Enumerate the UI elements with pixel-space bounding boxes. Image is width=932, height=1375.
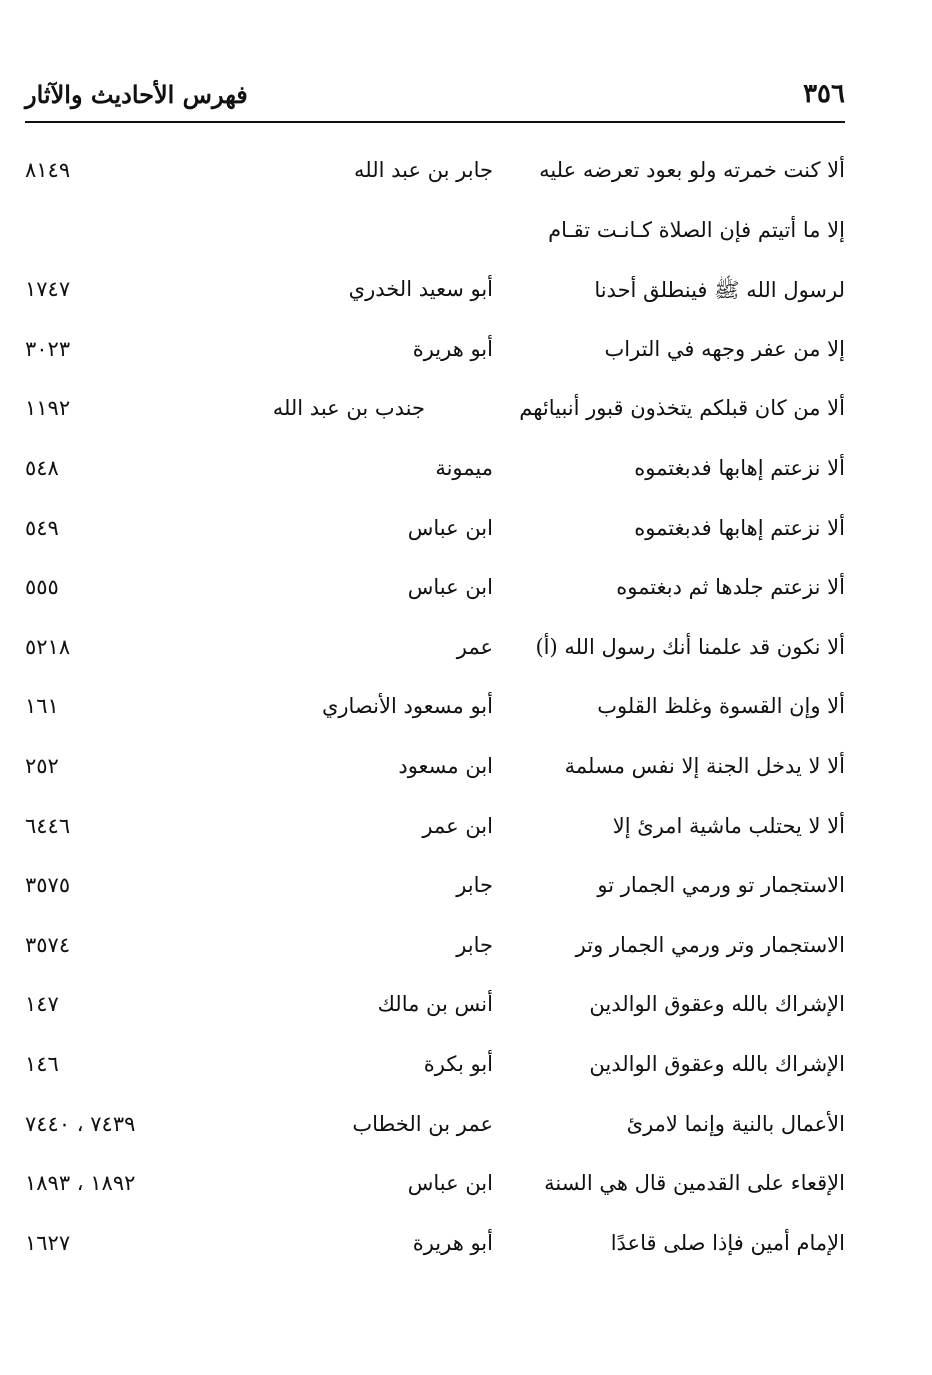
hadith-text: ألا وإن القسوة وغلظ القلوب [597, 694, 845, 719]
narrator-name: أنس بن مالك [377, 992, 493, 1017]
narrator-name: ابن مسعود [398, 753, 493, 778]
index-entry [25, 627, 845, 687]
reference-text: ٥٢١٨ [25, 634, 71, 659]
index-entry [25, 329, 845, 389]
hadith-text: إلا ما أتيتم فإن الصلاة كـانـت تقـام [548, 217, 845, 242]
reference-text: ٧٤٣٩ ، ٧٤٤٠ [25, 1111, 136, 1136]
hadith-text: الإمام أمين فإذا صلى قاعدًا [610, 1230, 845, 1255]
reference-numbers [25, 635, 257, 659]
index-entry [25, 508, 845, 568]
index-entry [25, 1163, 845, 1223]
reference-numbers [25, 1112, 257, 1136]
page-header [25, 70, 845, 118]
narrator-name: أبو بكرة [423, 1051, 493, 1076]
hadith-text: الاستجمار تو ورمي الجمار تو [597, 873, 845, 898]
narrator-name: أبو هريرة [412, 1230, 493, 1255]
index-entry [25, 388, 845, 448]
index-entry [25, 1104, 845, 1164]
index-entry [25, 1044, 845, 1104]
hadith-text: ألا نزعتم إهابها فدبغتموه [634, 515, 845, 540]
reference-text: ٣٥٧٥ [25, 873, 71, 898]
hadith-text: ألا نكون قد علمنا أنك رسول الله (أ) [535, 634, 845, 659]
page-number: ٣٥٦ [803, 79, 845, 109]
reference-text: ٦٤٤٦ [25, 813, 71, 838]
reference-numbers [25, 1231, 257, 1255]
index-entry [25, 269, 845, 329]
hadith-text: ألا من كان قبلكم يتخذون قبور أنبيائهم [519, 396, 845, 421]
narrator-name: أبو هريرة [412, 336, 493, 361]
reference-numbers [25, 575, 257, 599]
hadith-text: الإشراك بالله وعقوق الوالدين [589, 992, 845, 1017]
index-entry [25, 865, 845, 925]
reference-text: ١٨٩٢ ، ١٨٩٣ [25, 1171, 136, 1196]
reference-numbers [25, 1052, 257, 1076]
running-title: فهرس الأحاديث والآثار [25, 79, 248, 109]
index-entry [25, 746, 845, 806]
reference-numbers [25, 396, 257, 420]
hadith-text: الإقعاء على القدمين قال هي السنة [544, 1171, 845, 1196]
index-entry [25, 210, 845, 270]
reference-numbers [25, 754, 257, 778]
reference-numbers [25, 456, 257, 480]
narrator-name: ابن عباس [407, 575, 493, 600]
reference-text: ٣٠٢٣ [25, 336, 71, 361]
narrator-name: ابن عباس [407, 1171, 493, 1196]
narrator-name: جابر [456, 932, 493, 957]
reference-numbers [25, 933, 257, 957]
reference-text: ٨١٤٩ [25, 158, 71, 182]
index-entry [25, 448, 845, 508]
reference-numbers [25, 1171, 257, 1195]
reference-text: ٢٥٢ [25, 753, 59, 778]
index-entry [25, 1223, 845, 1283]
header-rule [25, 121, 845, 123]
reference-numbers [25, 337, 257, 361]
hadith-text: ألا لا يدخل الجنة إلا نفس مسلمة [564, 753, 845, 778]
hadith-text: الإشراك بالله وعقوق الوالدين [589, 1051, 845, 1076]
reference-text: ٥٤٨ [25, 455, 59, 480]
reference-text: ١٤٦ [25, 1051, 59, 1076]
reference-numbers [25, 694, 257, 718]
reference-numbers [25, 158, 257, 182]
reference-text: ١١٩٢ [25, 396, 71, 421]
reference-numbers [25, 516, 257, 540]
hadith-text: الاستجمار وتر ورمي الجمار وتر [575, 932, 845, 957]
reference-numbers [25, 873, 257, 897]
reference-text: ٥٤٩ [25, 515, 59, 540]
index-entry [25, 984, 845, 1044]
reference-text: ٥٥٥ [25, 575, 59, 600]
hadith-text: ألا لا يحتلب ماشية امرئ إلا [612, 813, 845, 838]
narrator-name: ميمونة [435, 455, 493, 480]
hadith-text: الأعمال بالنية وإنما لامرئ [626, 1111, 845, 1136]
reference-text: ٣٥٧٤ [25, 932, 71, 957]
narrator-name: جابر [456, 873, 493, 898]
reference-text: ١٦٢٧ [25, 1230, 71, 1255]
index-entry [25, 686, 845, 746]
reference-numbers [25, 814, 257, 838]
reference-numbers [25, 277, 257, 301]
narrator-name: ابن عباس [407, 515, 493, 540]
narrator-name: أبو مسعود الأنصاري [321, 694, 493, 719]
narrator-name: جابر بن عبد الله [353, 158, 493, 182]
hadith-text: إلا من عفر وجهه في التراب [604, 336, 845, 361]
reference-text: ١٧٤٧ [25, 277, 71, 302]
narrator-name: ابن عمر [422, 813, 493, 838]
reference-text: ١٤٧ [25, 992, 59, 1017]
hadith-text: ألا نزعتم جلدها ثم دبغتموه [616, 575, 845, 600]
narrator-name: أبو سعيد الخدري [348, 277, 493, 302]
index-entry [25, 925, 845, 985]
reference-numbers [25, 992, 257, 1016]
narrator-name: عمر [456, 634, 493, 659]
hadith-text: لرسول الله ﷺ فينطلق أحدنا [594, 278, 845, 303]
hadith-text: ألا كنت خمرته ولو بعود تعرضه عليه [539, 158, 845, 182]
index-entry [25, 150, 845, 210]
index-entry [25, 567, 845, 627]
narrator-name: جندب بن عبد الله [272, 396, 425, 421]
narrator-name: عمر بن الخطاب [352, 1111, 493, 1136]
hadith-index-list [25, 150, 845, 1282]
index-entry [25, 806, 845, 866]
hadith-text: ألا نزعتم إهابها فدبغتموه [634, 455, 845, 480]
reference-text: ١٦١ [25, 694, 59, 719]
